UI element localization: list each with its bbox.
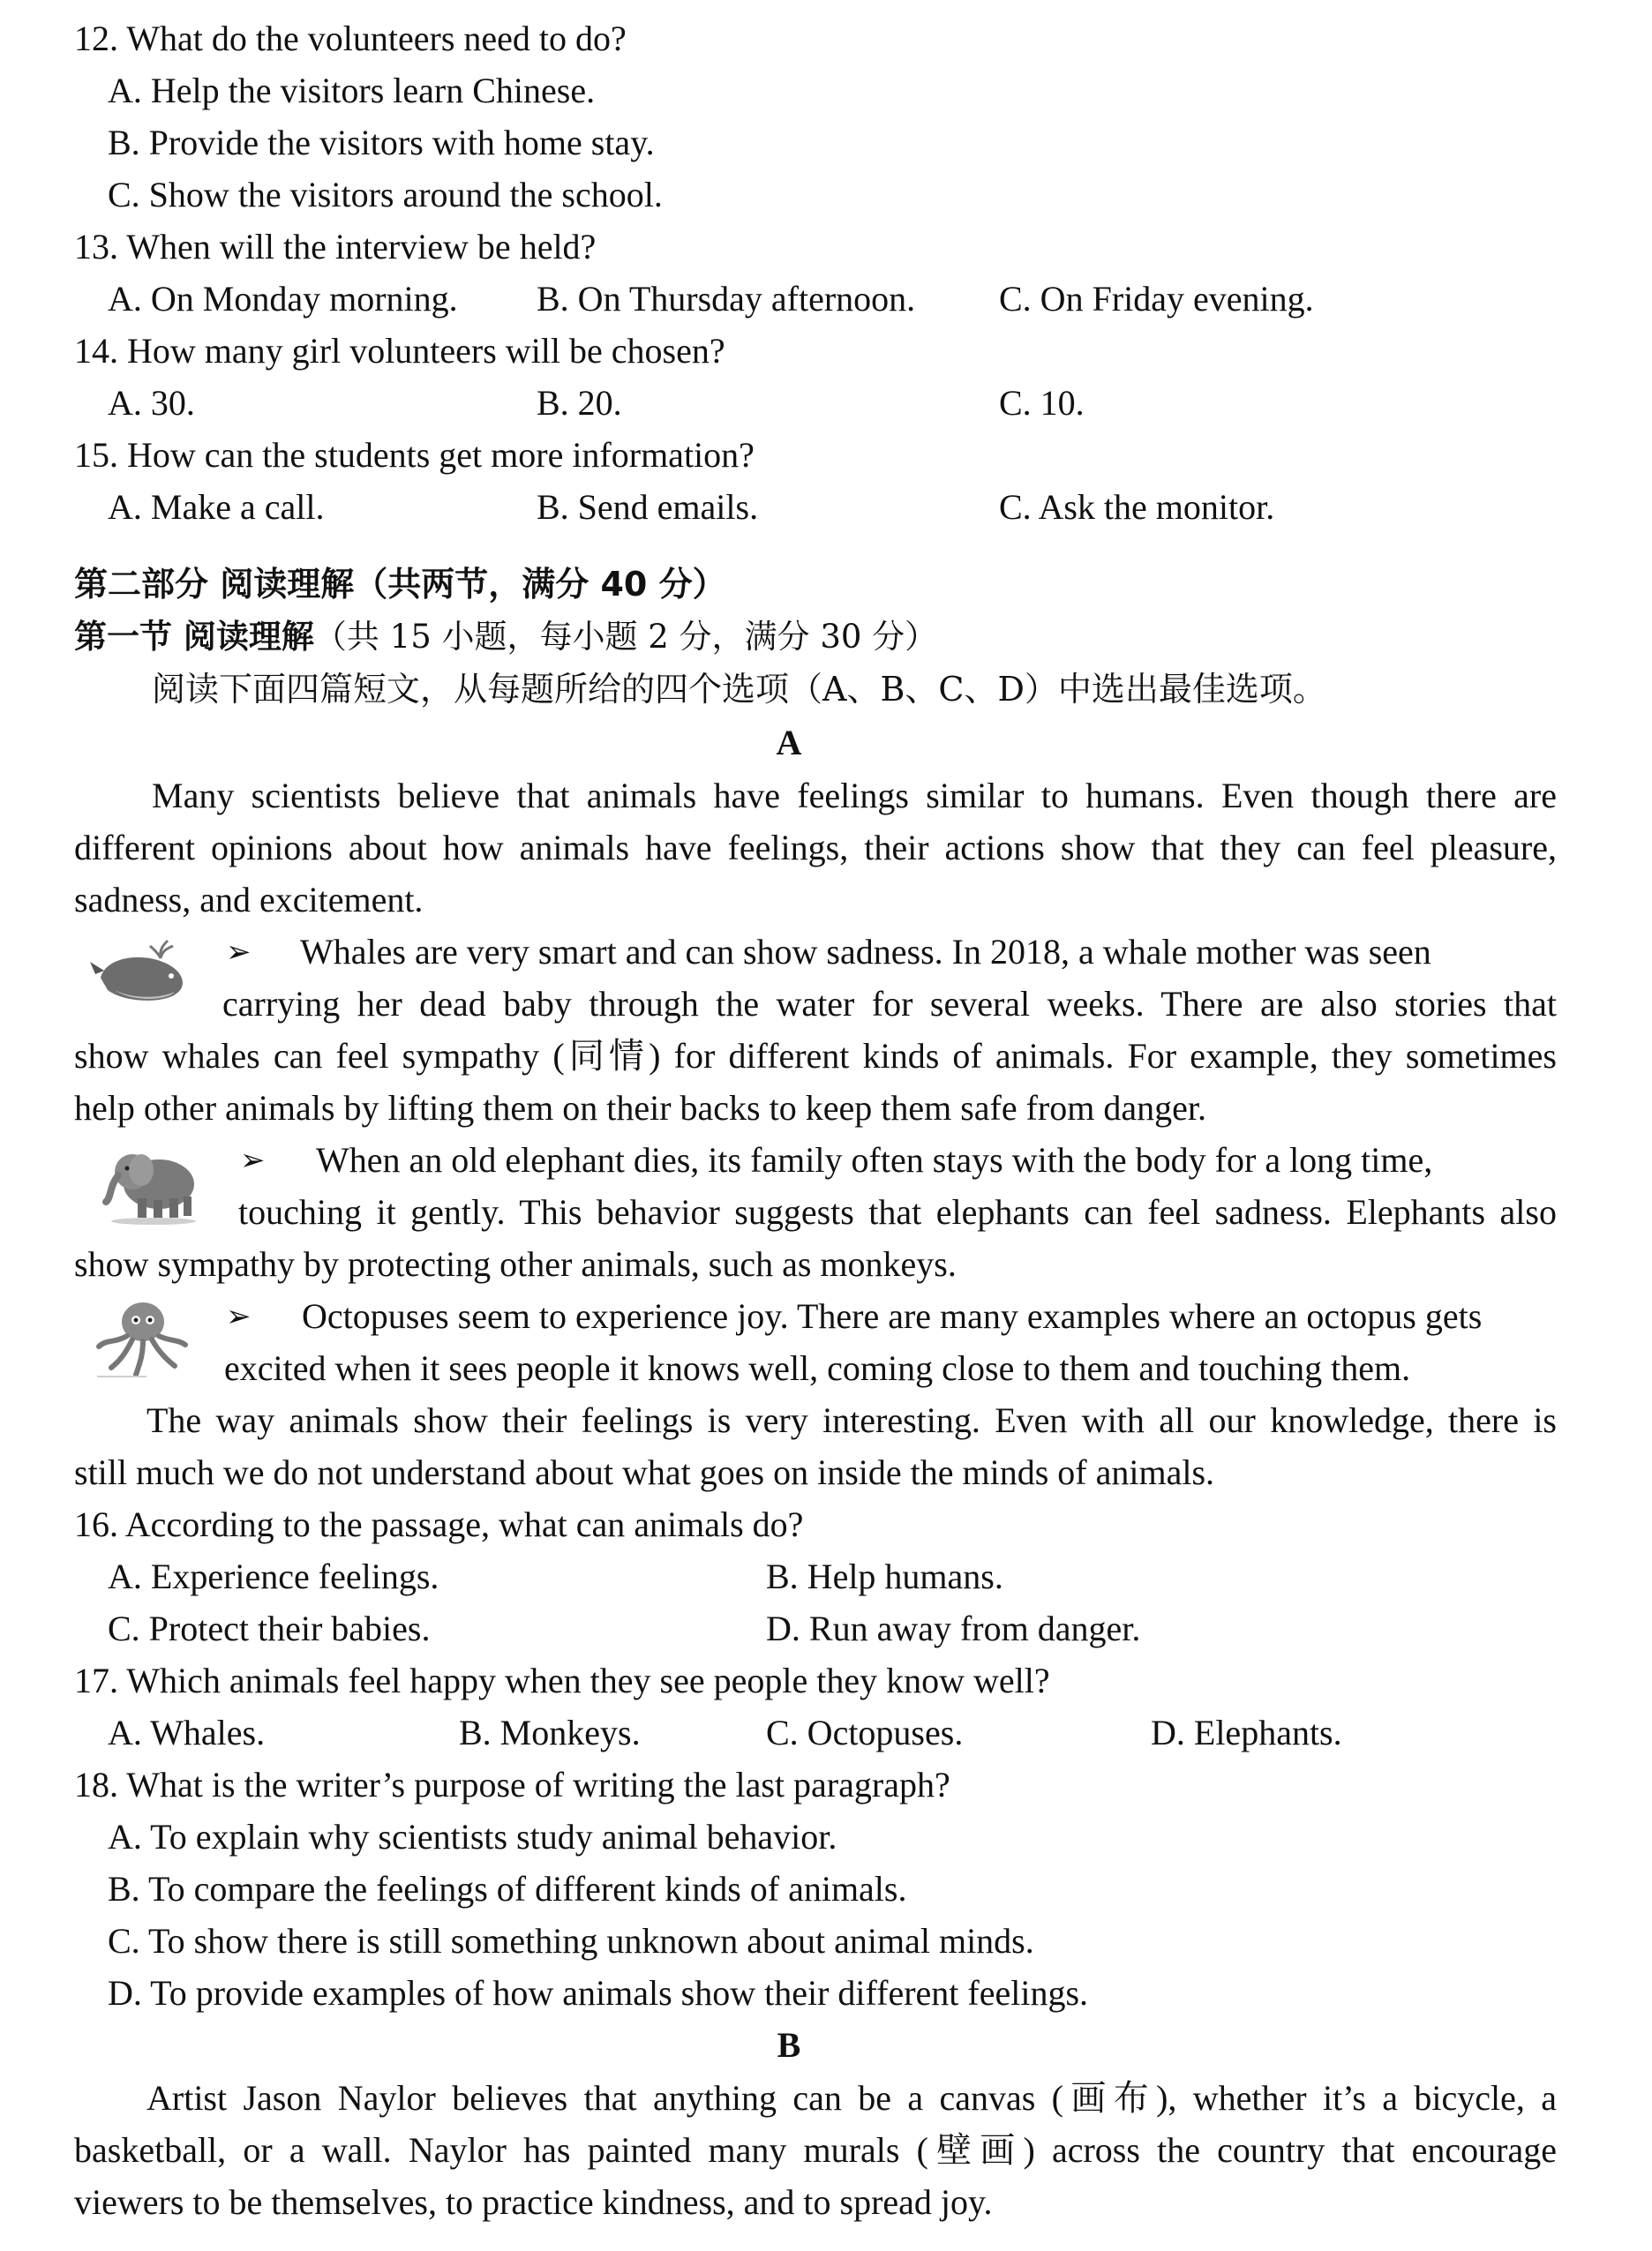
conclusion-line-1: The way animals show their feelings is very interesting. Even with all our knowledge, there is bbox=[146, 1400, 1557, 1440]
question-12-option-a: A. Help the visitors learn Chinese. bbox=[108, 71, 596, 110]
question-13-option-a: A. On Monday morning. bbox=[108, 279, 458, 319]
question-16-option-b: B. Help humans. bbox=[766, 1557, 1003, 1596]
question-13-stem: 13. When will the interview be held? bbox=[74, 227, 597, 266]
elephant-line-3: show sympathy by protecting other animals, such as monkeys. bbox=[74, 1244, 957, 1284]
passage-a-label: A bbox=[776, 723, 802, 762]
question-16-option-c: C. Protect their babies. bbox=[108, 1609, 431, 1648]
section-one-note: （共 15 小题，每小题 2 分，满分 30 分） bbox=[313, 618, 938, 656]
question-14-option-b: B. 20. bbox=[537, 383, 622, 423]
whale-line-1: Whales are very smart and can show sadness. In 2018, a whale mother was seen bbox=[300, 932, 1431, 972]
question-17-option-b: B. Monkeys. bbox=[459, 1713, 641, 1752]
question-15-option-b: B. Send emails. bbox=[537, 487, 759, 527]
elephant-icon bbox=[101, 1140, 206, 1225]
passage-b-line-2: basketball, or a wall. Naylor has painted many murals (壁画) across the country that encourage bbox=[74, 2130, 1557, 2170]
whale-bullet-arrow: ➢ bbox=[226, 934, 252, 970]
question-18-option-a: A. To explain why scientists study animal behavior. bbox=[108, 1817, 837, 1857]
question-13-option-c: C. On Friday evening. bbox=[999, 279, 1314, 319]
question-14-stem: 14. How many girl volunteers will be chosen? bbox=[74, 331, 725, 371]
question-18-option-c: C. To show there is still something unknown about animal minds. bbox=[108, 1921, 1034, 1961]
question-18-option-d: D. To provide examples of how animals show their different feelings. bbox=[108, 1973, 1089, 2013]
reading-instructions: 阅读下面四篇短文，从每题所给的四个选项（A、B、C、D）中选出最佳选项。 bbox=[152, 670, 1326, 709]
elephant-bullet-arrow: ➢ bbox=[240, 1143, 266, 1178]
question-18-option-b: B. To compare the feelings of different kinds of animals. bbox=[108, 1869, 907, 1909]
question-12-option-c: C. Show the visitors around the school. bbox=[108, 175, 663, 214]
part-two-heading: 第二部分 阅读理解（共两节，满分 40 分） bbox=[74, 565, 726, 604]
passage-b-line-1: Artist Jason Naylor believes that anything can be a canvas (画布), whether it’s a bicycle, a bbox=[146, 2078, 1557, 2118]
elephant-line-2: touching it gently. This behavior suggests that elephants can feel sadness. Elephants also bbox=[238, 1192, 1557, 1232]
question-14-option-a: A. 30. bbox=[108, 383, 195, 423]
whale-line-3: show whales can feel sympathy (同情) for different kinds of animals. For example, they sometimes bbox=[74, 1036, 1557, 1076]
section-one-heading bbox=[74, 611, 937, 663]
octopus-line-1: Octopuses seem to experience joy. There are many examples where an octopus gets bbox=[302, 1296, 1483, 1336]
section-one-title: 第一节 阅读理解 bbox=[74, 618, 314, 656]
whale-icon bbox=[88, 935, 194, 1009]
question-17-option-c: C. Octopuses. bbox=[766, 1713, 964, 1752]
question-12-stem: 12. What do the volunteers need to do? bbox=[74, 19, 627, 58]
question-13-option-b: B. On Thursday afternoon. bbox=[537, 279, 916, 319]
whale-line-4: help other animals by lifting them on their backs to keep them safe from danger. bbox=[74, 1088, 1206, 1128]
question-14-option-c: C. 10. bbox=[999, 383, 1085, 423]
passage-a-intro-line-2: different opinions about how animals have feelings, their actions show that they can feel pleasure, bbox=[74, 828, 1557, 867]
passage-b-label: B bbox=[777, 2025, 801, 2065]
question-17-option-a: A. Whales. bbox=[108, 1713, 266, 1752]
question-15-option-a: A. Make a call. bbox=[108, 487, 325, 527]
passage-a-intro-line-1: Many scientists believe that animals have feelings similar to humans. Even though there are bbox=[152, 776, 1557, 815]
octopus-icon bbox=[94, 1295, 191, 1380]
octopus-line-2: excited when it sees people it knows well, coming close to them and touching them. bbox=[224, 1348, 1411, 1388]
octopus-bullet-arrow: ➢ bbox=[226, 1299, 252, 1334]
question-16-option-a: A. Experience feelings. bbox=[108, 1557, 439, 1596]
passage-b-line-3: viewers to be themselves, to practice kindness, and to spread joy. bbox=[74, 2182, 993, 2222]
elephant-line-1: When an old elephant dies, its family often stays with the body for a long time, bbox=[316, 1140, 1433, 1180]
question-15-option-c: C. Ask the monitor. bbox=[999, 487, 1275, 527]
question-16-stem: 16. According to the passage, what can animals do? bbox=[74, 1504, 804, 1544]
question-17-option-d: D. Elephants. bbox=[1151, 1713, 1342, 1752]
question-18-stem: 18. What is the writer’s purpose of writing the last paragraph? bbox=[74, 1765, 950, 1805]
question-15-stem: 15. How can the students get more information? bbox=[74, 435, 755, 475]
question-12-option-b: B. Provide the visitors with home stay. bbox=[108, 123, 655, 162]
whale-line-2: carrying her dead baby through the water for several weeks. There are also stories that bbox=[222, 984, 1557, 1024]
conclusion-line-2: still much we do not understand about what goes on inside the minds of animals. bbox=[74, 1452, 1215, 1492]
passage-a-intro-line-3: sadness, and excitement. bbox=[74, 880, 424, 919]
question-16-option-d: D. Run away from danger. bbox=[766, 1609, 1141, 1648]
question-17-stem: 17. Which animals feel happy when they see people they know well? bbox=[74, 1661, 1050, 1700]
